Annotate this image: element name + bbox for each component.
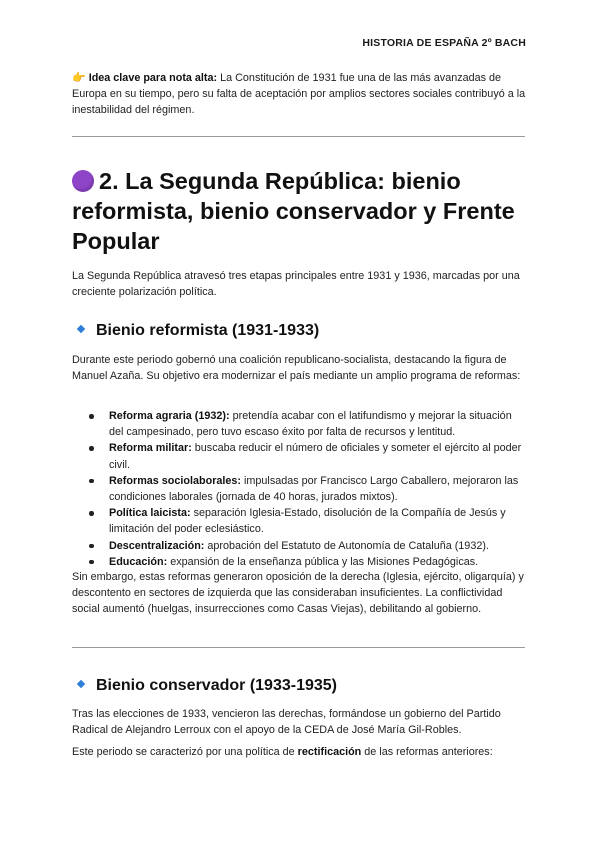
reform-text: aprobación del Estatuto de Autonomía de Cataluña (1932). [204, 539, 489, 552]
section-title [72, 166, 542, 256]
reform-label: Descentralización: [109, 539, 205, 552]
reform-text: pretendía acabar con el latifundismo y mejorar la situación del campesinado, pero tuvo escaso éxito por falta de recursos y lentitud. [109, 410, 512, 439]
bullet-icon [89, 446, 94, 451]
list-item [72, 538, 527, 554]
list-item [72, 408, 527, 440]
paragraph-bold-term: rectificación [297, 746, 362, 758]
bullet-icon [89, 511, 94, 516]
list-item [72, 505, 527, 537]
divider [72, 647, 525, 648]
subheading-bienio-conservador [78, 676, 337, 696]
reforms-list [72, 408, 527, 570]
reform-label: Reformas sociolaborales: [109, 474, 242, 487]
list-item [72, 440, 527, 472]
divider [72, 136, 525, 137]
reform-label: Reforma agraria (1932): [109, 410, 230, 422]
key-idea-note [72, 70, 532, 119]
reformista-closing: Sin embargo, estas reformas generaron oposición de la derecha (Iglesia, ejército, oligarquía) y descontento en sectores de izquierda que las consideraban insuficientes. La conflictividad social aumentó (huelgas, insurrecciones como Casas Viejas), debilitando al gobierno. [72, 571, 524, 616]
reform-text: separación Iglesia-Estado, disolución de la Compañía de Jesús y limitación del poder eclesiástico. [109, 507, 506, 536]
list-item [72, 554, 527, 570]
key-idea-label: Idea clave para nota alta: [88, 72, 218, 84]
subheading-text: Bienio conservador (1933-1935) [96, 677, 337, 694]
paragraph-text: de las reformas anteriores: [361, 746, 493, 758]
purple-circle-icon [72, 170, 94, 192]
list-item [72, 473, 527, 505]
key-idea-text: La Constitución de 1931 fue una de las más avanzadas de Europa en su tiempo, pero su falta de aceptación por amplios sectores sociales contribuyó a la inestabilidad del régimen. [72, 72, 526, 117]
blue-diamond-icon [77, 680, 85, 688]
subheading-text: Bienio reformista (1931-1933) [96, 322, 320, 339]
reform-label: Reforma militar: [109, 442, 192, 455]
reform-text: impulsadas por Francisco Largo Caballero, mejoraron las condiciones laborales (jornada de 40 horas, jurados mixtos). [109, 474, 519, 504]
subheading-bienio-reformista [78, 321, 319, 341]
course-header: HISTORIA DE ESPAÑA 2º BACH [362, 37, 526, 49]
section-title-text: 2. La Segunda República: bienio reformista, bienio conservador y Frente Popular [72, 168, 515, 254]
bullet-icon [89, 560, 94, 565]
reform-text: buscaba reducir el número de oficiales y someter el ejército al poder civil. [109, 442, 522, 471]
bullet-icon [89, 414, 94, 419]
blue-diamond-icon [77, 325, 85, 333]
pointing-hand-icon: 👉 [72, 72, 86, 84]
section-intro: La Segunda República atravesó tres etapas principales entre 1931 y 1936, marcadas por una creciente polarización política. [72, 270, 520, 299]
reform-label: Educación: [109, 555, 168, 568]
reformista-intro: Durante este periodo gobernó una coalición republicano-socialista, destacando la figura de Manuel Azaña. Su objetivo era modernizar el país mediante un amplio programa de reformas: [72, 354, 521, 383]
reform-text: expansión de la enseñanza pública y las Misiones Pedagógicas. [167, 555, 479, 568]
bullet-icon [89, 544, 94, 549]
bullet-icon [89, 479, 94, 484]
conservador-intro: Tras las elecciones de 1933, vencieron las derechas, formándose un gobierno del Partido Radical de Alejandro Lerroux con el apoyo de la CEDA de José María Gil-Robles. [72, 708, 501, 737]
conservador-paragraph [72, 744, 532, 760]
reform-label: Política laicista: [109, 507, 191, 520]
paragraph-text: Este periodo se caracterizó por una política de [72, 746, 298, 758]
